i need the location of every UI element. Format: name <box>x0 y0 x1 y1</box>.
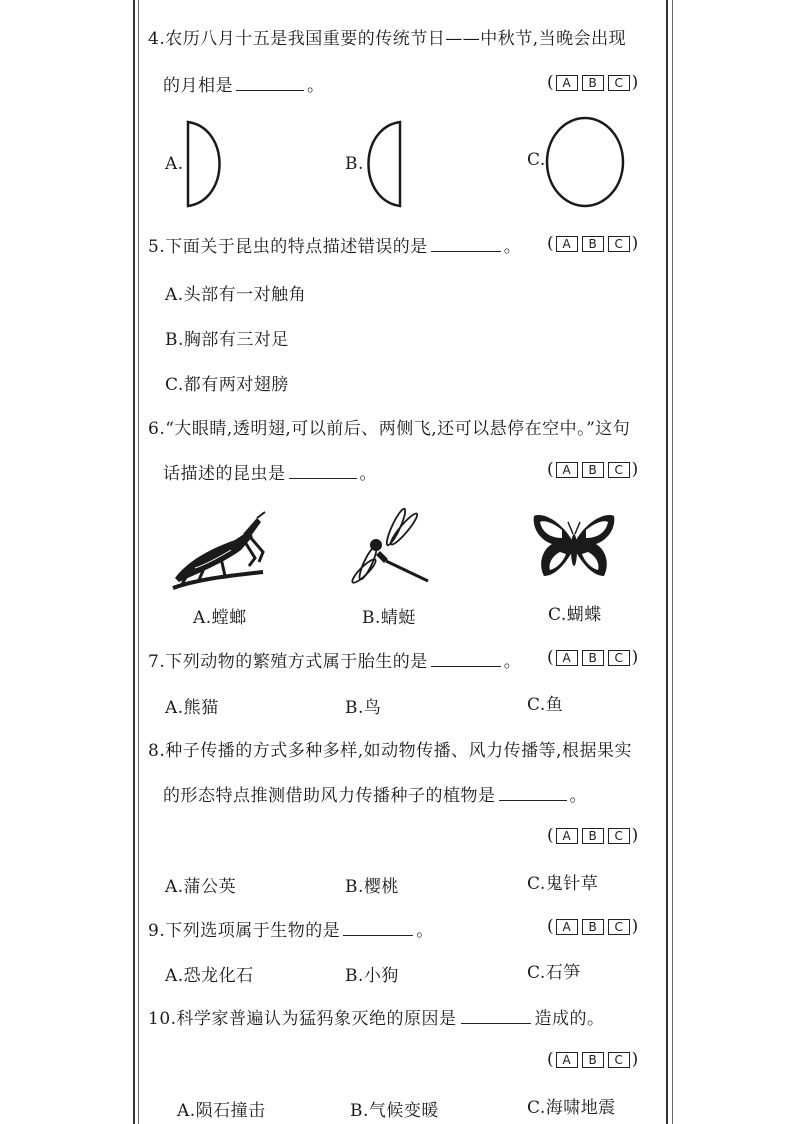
q6-box-b[interactable]: B <box>582 462 604 478</box>
dragonfly-icon <box>350 505 432 597</box>
q8-box-c[interactable]: C <box>608 828 630 844</box>
q5-option-b: B.胸部有三对足 <box>165 330 289 350</box>
q10-box-a[interactable]: A <box>556 1052 578 1068</box>
q7-stem: 7.下列动物的繁殖方式属于胎生的是 。 <box>148 652 522 672</box>
left-border-inner <box>138 0 139 1124</box>
full-moon-icon <box>542 114 628 210</box>
q4-answer-blank[interactable] <box>236 74 304 91</box>
q9-answer-boxes: ( A B C ) <box>547 916 639 937</box>
q6-box-c[interactable]: C <box>608 462 630 478</box>
q5-answer-blank[interactable] <box>431 235 501 252</box>
q5-answer-boxes: ( A B C ) <box>547 233 639 254</box>
q4-line1: 4.农历八月十五是我国重要的传统节日——中秋节,当晚会出现 <box>148 29 627 49</box>
q8-option-c: C.鬼针草 <box>527 874 599 894</box>
q5-option-a: A.头部有一对触角 <box>165 285 307 305</box>
q4-box-b[interactable]: B <box>582 75 604 91</box>
q7-option-a: A.熊猫 <box>165 698 219 718</box>
q9-option-b: B.小狗 <box>345 966 399 986</box>
right-border <box>666 0 668 1124</box>
q9-box-a[interactable]: A <box>556 919 578 935</box>
q10-option-a: A.陨石撞击 <box>177 1101 266 1121</box>
q10-stem: 10.科学家普遍认为猛犸象灭绝的原因是 造成的。 <box>148 1009 605 1029</box>
q9-box-c[interactable]: C <box>608 919 630 935</box>
q10-option-c: C.海啸地震 <box>527 1098 616 1118</box>
q7-box-b[interactable]: B <box>582 650 604 666</box>
q4-box-a[interactable]: A <box>556 75 578 91</box>
q5-option-c: C.都有两对翅膀 <box>165 375 289 395</box>
q9-stem: 9.下列选项属于生物的是 。 <box>148 921 434 941</box>
q8-option-b: B.樱桃 <box>345 877 399 897</box>
q6-answer-blank[interactable] <box>289 462 357 479</box>
q7-option-c: C.鱼 <box>527 695 564 715</box>
q7-option-b: B.鸟 <box>345 698 382 718</box>
q8-box-a[interactable]: A <box>556 828 578 844</box>
q5-box-a[interactable]: A <box>556 236 578 252</box>
q4-option-a: A. <box>165 154 184 174</box>
left-border <box>133 0 135 1124</box>
q6-line1: 6.“大眼睛,透明翅,可以前后、两侧飞,还可以悬停在空中。”这句 <box>148 419 631 439</box>
half-moon-left-icon <box>362 118 406 210</box>
q7-answer-boxes: ( A B C ) <box>547 647 639 668</box>
right-border-inner <box>672 0 673 1124</box>
q6-option-b: B.蜻蜓 <box>362 608 416 628</box>
q7-box-a[interactable]: A <box>556 650 578 666</box>
q4-line2: 的月相是 。 <box>163 76 325 96</box>
q10-option-b: B.气候变暖 <box>350 1101 439 1121</box>
q4-box-c[interactable]: C <box>608 75 630 91</box>
q6-answer-boxes: ( A B C ) <box>547 459 639 480</box>
q4-answer-boxes: ( A B C ) <box>547 72 639 93</box>
q4-option-c: C. <box>527 150 546 170</box>
q5-stem: 5.下面关于昆虫的特点描述错误的是 。 <box>148 237 522 257</box>
q6-box-a[interactable]: A <box>556 462 578 478</box>
q7-box-c[interactable]: C <box>608 650 630 666</box>
q5-box-b[interactable]: B <box>582 236 604 252</box>
mantis-icon <box>165 510 269 596</box>
q4-option-b: B. <box>345 154 364 174</box>
q9-answer-blank[interactable] <box>343 919 413 936</box>
q10-answer-blank[interactable] <box>461 1007 531 1024</box>
half-moon-right-icon <box>182 118 226 210</box>
q6-option-a: A.螳螂 <box>193 608 247 628</box>
butterfly-icon <box>532 510 616 586</box>
q6-line2: 话描述的昆虫是 。 <box>163 464 377 484</box>
q7-answer-blank[interactable] <box>431 650 501 667</box>
q8-answer-blank[interactable] <box>499 784 567 801</box>
q8-option-a: A.蒲公英 <box>165 877 237 897</box>
q10-box-b[interactable]: B <box>582 1052 604 1068</box>
q5-box-c[interactable]: C <box>608 236 630 252</box>
q8-line2: 的形态特点推测借助风力传播种子的植物是 。 <box>163 786 587 806</box>
q9-option-a: A.恐龙化石 <box>165 966 254 986</box>
q6-option-c: C.蝴蝶 <box>548 605 602 625</box>
q8-answer-boxes: ( A B C ) <box>547 825 639 846</box>
q8-box-b[interactable]: B <box>582 828 604 844</box>
q9-option-c: C.石笋 <box>527 963 581 983</box>
q9-box-b[interactable]: B <box>582 919 604 935</box>
q10-box-c[interactable]: C <box>608 1052 630 1068</box>
q8-line1: 8.种子传播的方式多种多样,如动物传播、风力传播等,根据果实 <box>148 741 633 761</box>
q10-answer-boxes: ( A B C ) <box>547 1049 639 1070</box>
